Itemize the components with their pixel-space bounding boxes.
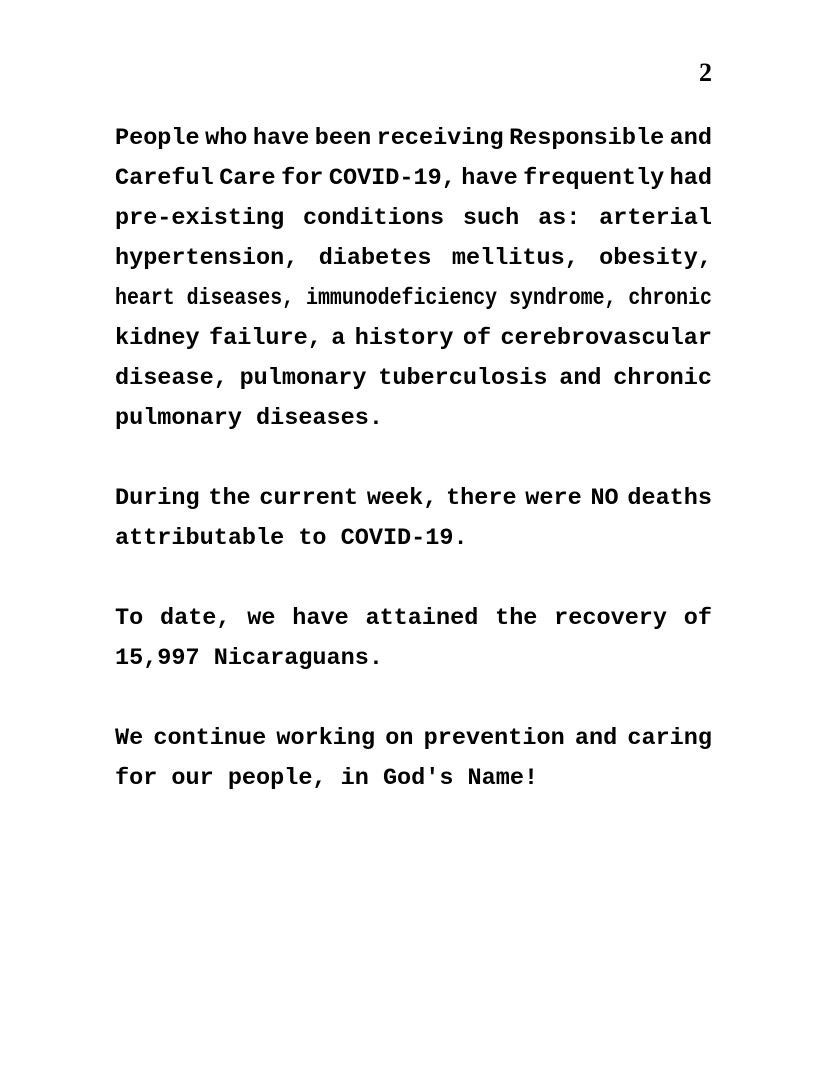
text-line-content: hypertension, diabetes mellitus, obesity, [115,245,712,272]
text-line [115,759,712,799]
text-line-content: for our people, in God's Name! [115,765,539,792]
text-line-content: pre-existing conditions such as: arterial [115,205,712,232]
text-line-content: attributable to COVID-19. [115,525,468,552]
text-line-content: Careful Care for COVID-19, have frequently had [115,165,712,192]
page-number: 2 [699,58,712,87]
text-line-content: We continue working on prevention and caring [115,725,712,752]
text-line-content: disease, pulmonary tuberculosis and chronic [115,365,712,392]
text-line [115,399,712,439]
text-line [115,239,712,279]
text-line-content: heart diseases, immunodeficiency syndrome, chronic [115,285,712,312]
paragraph [115,119,712,439]
text-line-content: pulmonary diseases. [115,405,383,432]
text-line-content: To date, we have attained the recovery of [115,605,712,632]
text-line-content: 15,997 Nicaraguans. [115,645,383,672]
text-line [115,479,712,519]
paragraph [115,479,712,559]
paragraph [115,719,712,799]
text-line [115,199,712,239]
text-line [115,159,712,199]
paragraph [115,599,712,679]
text-line [115,319,712,359]
text-line [115,639,712,679]
text-line-content: People who have been receiving Responsible and [115,125,712,152]
text-line [115,719,712,759]
document-body [115,119,712,839]
text-line-content: During the current week, there were NO deaths [115,485,712,512]
text-line [115,599,712,639]
text-line [115,119,712,159]
text-line [115,279,712,319]
text-line-content: kidney failure, a history of cerebrovascular [115,325,712,352]
text-line [115,519,712,559]
text-line [115,359,712,399]
